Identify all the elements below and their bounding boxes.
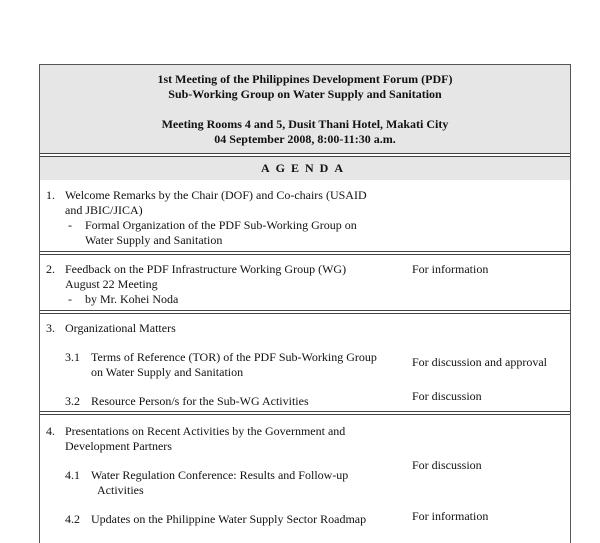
sub-dash: -: [68, 292, 72, 306]
sub-number: 3.2: [65, 394, 80, 408]
divider: [40, 310, 570, 314]
item-purpose: For discussion: [412, 458, 482, 472]
item-text: Organizational Matters: [65, 321, 176, 335]
sub-number: 4.2: [65, 512, 80, 526]
sub-text: Resource Person/s for the Sub-WG Activities: [91, 394, 309, 408]
sub-text: Updates on the Philippine Water Supply Sector Roadmap: [91, 512, 367, 526]
meeting-header: [40, 65, 570, 153]
sub-text: Water Supply and Sanitation: [85, 233, 223, 247]
item-text: Welcome Remarks by the Chair (DOF) and Co-chairs (USAID: [65, 188, 367, 202]
item-number: 2.: [46, 262, 55, 276]
item-number: 3.: [46, 321, 55, 335]
divider: [40, 411, 570, 415]
item-purpose: For information: [412, 509, 489, 523]
sub-text: Activities: [97, 483, 144, 497]
sub-number: 4.1: [65, 468, 80, 482]
sub-text: by Mr. Kohei Noda: [85, 292, 179, 306]
item-text: Development Partners: [65, 439, 172, 453]
agenda-table: [39, 64, 571, 543]
item-purpose: For information: [412, 262, 489, 276]
meeting-subtitle: Sub-Working Group on Water Supply and Sanitation: [168, 87, 442, 101]
item-text: and JBIC/JICA): [65, 203, 143, 217]
item-text: Feedback on the PDF Infrastructure Working Group (WG): [65, 262, 347, 276]
sub-number: 3.1: [65, 350, 80, 364]
sub-text: on Water Supply and Sanitation: [91, 365, 244, 379]
agenda-heading: AGENDA: [260, 161, 349, 175]
meeting-title: 1st Meeting of the Philippines Development Forum (PDF): [157, 72, 453, 86]
sub-text: Water Regulation Conference: Results and Follow-up: [91, 468, 349, 482]
item-number: 4.: [46, 424, 55, 438]
meeting-venue: Meeting Rooms 4 and 5, Dusit Thani Hotel, Makati City: [161, 117, 449, 131]
sub-text: Terms of Reference (TOR) of the PDF Sub-Working Group: [91, 350, 377, 364]
item-number: 1.: [46, 188, 55, 202]
sub-text: Formal Organization of the PDF Sub-Working Group on: [85, 218, 357, 232]
divider: [40, 251, 570, 255]
meeting-date: 04 September 2008, 8:00-11:30 a.m.: [214, 132, 396, 146]
item-text: Presentations on Recent Activities by the Government and: [65, 424, 346, 438]
sub-dash: -: [68, 218, 72, 232]
item-purpose: For discussion: [412, 389, 482, 403]
agenda-band: [40, 157, 570, 180]
item-purpose: For discussion and approval: [412, 355, 547, 369]
item-text: August 22 Meeting: [65, 277, 158, 291]
